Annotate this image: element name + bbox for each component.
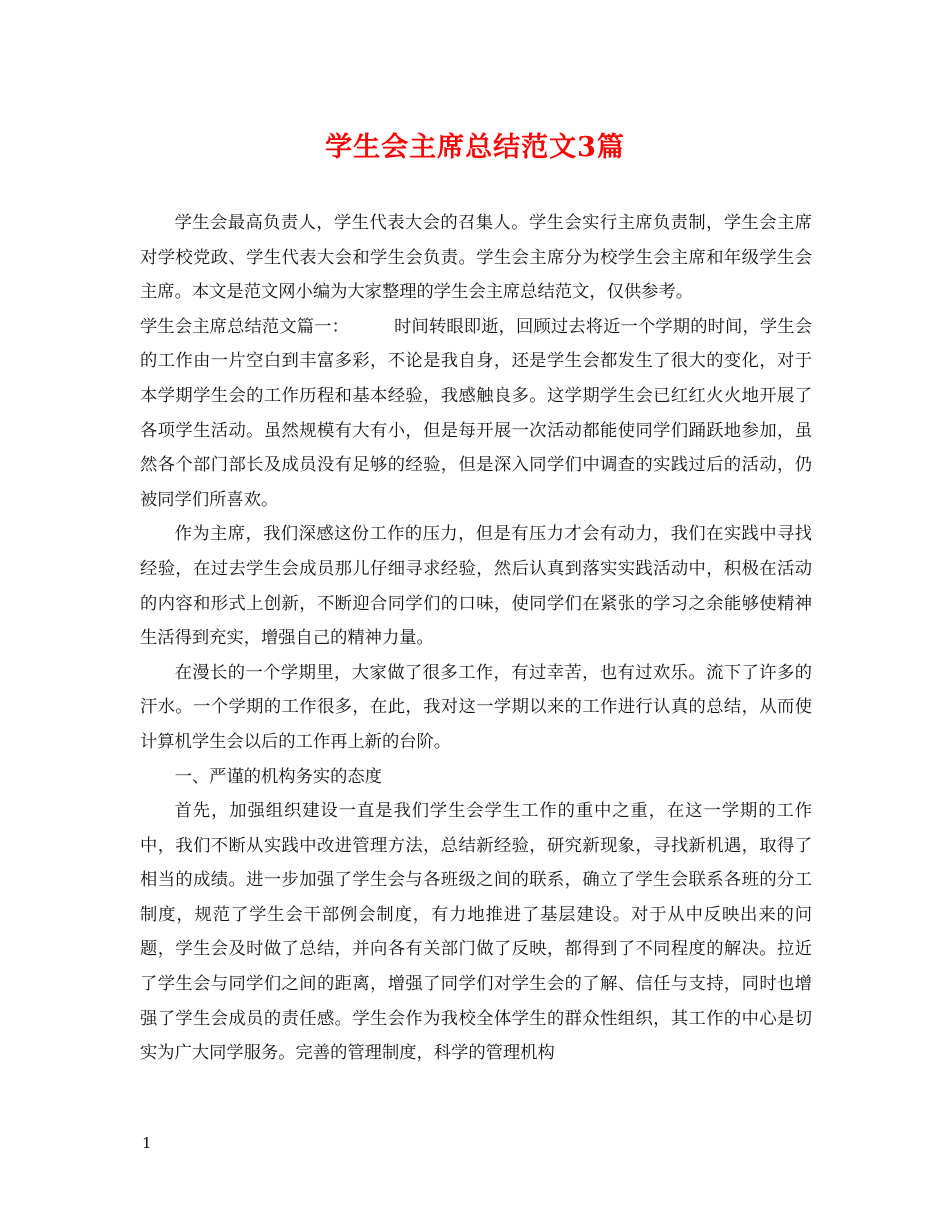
paragraph-2: 作为主席，我们深感这份工作的压力，但是有压力才会有动力，我们在实践中寻找经验，在过去学生会成员那儿仔细寻求经验，然后认真到落实实践活动中，积极在活动的内容和形式上创新，不断迎合同学们的口味，使同学们在紧张的学习之余能够使精神生活得到充实，增强自己的精神力量。 [140,524,812,649]
document-body [140,206,812,1071]
paragraph-4: 首先，加强组织建设一直是我们学生会学生工作的重中之重，在这一学期的工作中，我们不断从实践中改进管理方法，总结新经验，研究新现象，寻找新机遇，取得了相当的成绩。进一步加强了学生会与各班级之间的联系，确立了学生会联系各班的分工制度，规范了学生会干部例会制度，有力地推进了基层建设。对于从中反映出来的问题，学生会及时做了总结，并向各有关部门做了反映，都得到了不同程度的解决。拉近了学生会与同学们之间的距离，增强了同学们对学生会的了解、信任与支持，同时也增强了学生会成员的责任感。学生会作为我校全体学生的群众性组织，其工作的中心是切实为广大同学服务。完善的管理制度，科学的管理机构 [140,801,812,1064]
section-label: 学生会主席总结范文篇一： [140,316,349,337]
intro-paragraph: 学生会最高负责人，学生代表大会的召集人。学生会实行主席负责制，学生会主席对学校党政、学生代表大会和学生会负责。学生会主席分为校学生会主席和年级学生会主席。本文是范文网小编为大家整理的学生会主席总结范文，仅供参考。 [140,213,812,303]
document-title: 学生会主席总结范文3篇 [325,132,625,163]
section-first-text: 时间转眼即逝，回顾过去将近一个学期的时间，学生会的工作由一片空白到丰富多彩，不论是我自身，还是学生会都发生了很大的变化，对于本学期学生会的工作历程和基本经验，我感触良多。这学期学生会已红红火火地开展了各项学生活动。虽然规模有大有小，但是每开展一次活动都能使同学们踊跃地参加，虽然各个部门部长及成员没有足够的经验，但是深入同学们中调查的实践过后的活动，仍被同学们所喜欢。 [140,316,812,510]
paragraph-3: 在漫长的一个学期里，大家做了很多工作，有过幸苦，也有过欢乐。流下了许多的汗水。一个学期的工作很多，在此，我对这一学期以来的工作进行认真的总结，从而使计算机学生会以后的工作再上新的台阶。 [140,662,812,752]
section-one-paragraph [140,310,812,518]
heading-1: 一、严谨的机构务实的态度 [174,766,382,787]
page-number: 1 [142,1134,152,1152]
